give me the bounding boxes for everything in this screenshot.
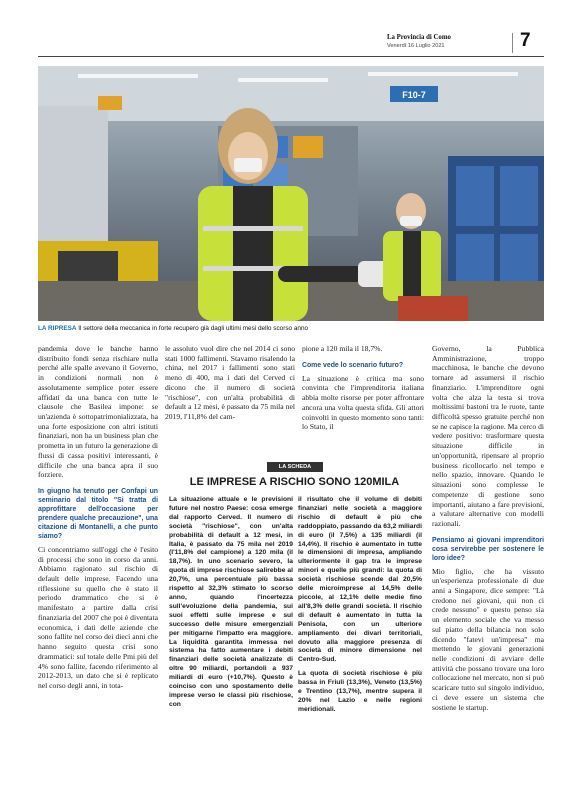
article-paragraph: Governo, la Pubblica Amministrazione, troppo macchinosa, le banche che devono tornare ad assumersi il rischio finanziario. L'imprenditore ogni volta che alza la testa si trova moltissimi bastoni tra le ruote, tante difficoltà spesso gratuite perché non se ne capisce la ragione. Ma cerco di vedere positivo: trasformare questa situazione difficile in un'opportunità, ripensare al proprio business ricollocarlo nel tempo e nello spazio, innovare. Quando le situazioni sono complesse le competenze di gestione sono importanti, aiutano a fare previsioni, a valutare alternative con modelli razionali. [432,344,544,528]
article-column-2 [165,344,295,427]
interview-question: Pensiamo ai giovani imprenditori cosa servirebbe per sostenere le loro idee? [432,536,544,562]
sidebar-paragraph: il risultato che il volume di debiti finanziari nelle società a maggiore rischio di default è più che raddoppiato, passando da 63,2 miliardi di euro (il 7,5%) a 135 miliardi (il 14,4%). Il rischio è aumentato in tutte le dimensioni di impresa, ampliando ulteriormente il gap tra le imprese minori e quelle più grandi: la quota di società rischiose scende dal 20,5% delle microimprese al 14,5% delle piccole, al 12,1% delle medie fino all'8,3% delle grandi società. Il rischio di default è aumentato in tutta la Penisola, con un ulteriore ampliamento dei divari territoriali, dovuto alla maggiore presenza di società di minore dimensione nel Centro-Sud. [298,496,422,664]
caption-label: LA RIPRESA [38,325,77,332]
page-number: 7 [520,30,531,51]
header-separator [512,33,513,53]
article-paragraph: Mio figlio, che ha vissuto un'esperienza professionale di due anni a Singapore, dice sempre: "Là credono nei giovani, qui non ci crede nessuno" e questo penso sia un elemento sociale che va messo sul piatto della bilancia non solo dicendo "fatevi un'impresa" ma mettendo le giovani generazioni nelle condizioni di avviare delle attività che possano trovare una loro collocazione nel mercato, non si può scaricare tutto sul singolo individuo, ci deve essere un sistema che sostiene le startup. [432,566,544,712]
sidebar-column-2 [298,496,422,720]
photo-caption [38,325,544,332]
issue-date: Venerdì 16 Luglio 2021 [387,43,445,49]
article-paragraph: Ci concentriamo sull'oggi che è l'esito di processi che sono in corso da anni. Abbiamo ragionato sul rischio di default delle imprese. Facendo una riflessione su quello che è stato il periodo drammatico che si è manifestato a partire dalla crisi finanziaria del 2007 che poi è diventata economica, i dati delle aziende che sono fallite nel corso dei dieci anni che hanno seguito questa crisi sono drammatici: sul totale delle Pmi più del 4% sono fallite, facendo riferimento al 2012-2013, un dato che si è replicato nel corso degli anni, in tota- [38,544,158,690]
interview-question: In giugno ha tenuto per Confapi un seminario dal titolo "Si tratta di approfittare dell'occasione per prendere qualche precauzione", una citazione di Montanelli, a che punto siamo? [38,488,158,540]
article-paragraph: pandemia dove le banche hanno distribuito fondi senza rischiare nulla perché alle spalle avevano il Governo, in condizioni normali non è assolutamente semplice poter essere affidati da una banca con tutte le clausole che Basilea impone: se un'azienda è sottopatrimonializzata, ha una forte esposizione con altri istituti finanziari, non ha un business plan che prometta in un futuro la generazione di flussi di cassa positivi interessanti, è difficile che una banca apra il suo forziere. [38,344,158,480]
article-column-4 [432,344,544,717]
article-paragraph: pione a 120 mila il 18,7%. [302,344,383,353]
sidebar-column-1 [169,496,293,715]
sidebar-tag: LA SCHEDA [267,462,323,472]
interview-question: Come vede lo scenario futuro? [302,361,404,369]
factory-scene-illustration [38,66,544,321]
caption-text: Il settore della meccanica in forte recupero già dagli ultimi mesi dello scorso anno [78,325,309,332]
article-paragraph: le assoluto vuol dire che nel 2014 ci sono stati 1000 fallimenti. Stavamo risalendo la china, nel 2017 i fallimenti sono stati meno di 400, ma i dati del Cerved ci dicono che il numero di società "rischiose", con un'alta probabilità di default a 12 mesi, è passato da 75 mila nel 2019, l'11,8% del cam- [165,344,295,422]
sidebar-title: LE IMPRESE A RISCHIO SONO 120MILA [189,476,400,488]
overhead-sign-text: F10-7 [402,90,426,100]
sidebar-paragraph: La situazione attuale e le previsioni future nel nostro Paese: cosa emerge dal rapporto Cerved. Il numero di società "rischiose", con un'alta probabilità di default a 12 mesi, in Italia, è passato da 75 mila nel 2019 (l'11,8% del campione) a 120 mila (il 18,7%). In uno scenario severo, la quota di imprese rischiose salirebbe al 20,7%, una percentuale più bassa rispetto al 32,3% stimato lo scorso anno, quando l'incertezza sull'evoluzione della pandemia, sui suoi effetti sulle imprese e sul successo delle misure emergenziali per mitigarne l'impatto era maggiore. La liquidità garantita immessa nel sistema ha fatto aumentare i debiti finanziari delle società analizzate di oltre 90 miliardi, portandoli a 937 miliardi di euro (+10,7%). Questo è coinciso con uno spostamento delle imprese verso le classi più rischiose, con [169,496,293,708]
sidebar-box [165,462,424,782]
newspaper-name: La Provincia di Como [387,34,451,41]
article-column-1 [38,344,158,696]
article-column-3 [302,344,424,437]
factory-photo [38,66,544,321]
article-paragraph: La situazione è critica ma sono convinta che l'imprenditoria italiana abbia molte risorse per poter affrontare ancora una volta questa sfida. Gli attori coinvolti in questo momento sono tanti: lo Stato, il [302,373,424,432]
sidebar-paragraph: La quota di società rischiose è più bassa in Friuli (13,3%), Veneto (13,5%) e Trentino (13,7%), mentre supera il 20% nel Lazio e nelle regioni meridionali. [298,670,422,713]
header-rule [38,56,544,57]
